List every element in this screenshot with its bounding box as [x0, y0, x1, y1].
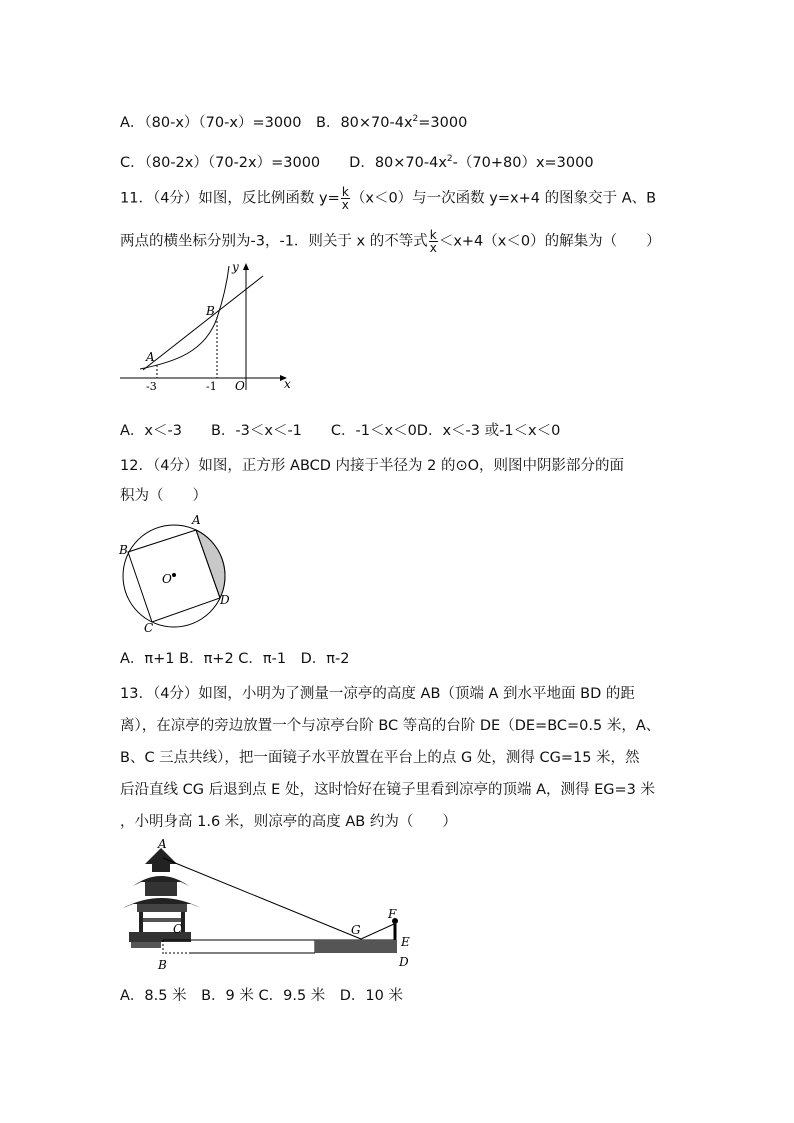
denominator: x: [341, 198, 349, 212]
sight-line-ag: [163, 858, 361, 939]
label-point-b: B: [119, 543, 128, 557]
label-point-e: E: [401, 935, 410, 949]
q13-stem-line-3: B、C 三点共线），把一面镜子水平放置在平台上的点 G 处，测得 CG=15 米，然: [120, 750, 640, 766]
pavilion-icon: [123, 848, 201, 948]
tick-label-minus-1: -1: [206, 380, 217, 393]
q12-options: A．π+1 B．π+2 C．π-1 D．π-2: [120, 651, 350, 667]
linear-function-line: [143, 276, 263, 370]
label-point-c: C: [173, 922, 183, 936]
label-point-g: G: [351, 923, 361, 937]
q11-text: （x＜0）与一次函数 y=x+4 的图象交于 A、B: [350, 190, 657, 207]
label-point-c: C: [144, 621, 154, 635]
numerator: k: [341, 185, 349, 199]
superscript: 2: [412, 114, 419, 124]
label-point-b: B: [206, 304, 215, 318]
label-point-a: A: [158, 837, 167, 851]
q11-stem-line-1: [120, 186, 656, 211]
label-point-a: A: [192, 513, 201, 527]
q10-option-d-tail: -（70+80）x=3000: [452, 154, 594, 171]
y-axis-arrow-icon: [243, 263, 249, 270]
label-x: x: [284, 377, 291, 391]
label-y: y: [232, 260, 239, 274]
q13-stem-line-2: 离），在凉亭的旁边放置一个与凉亭台阶 BC 等高的台阶 DE（DE=BC=0.5 米，A、: [120, 718, 661, 734]
label-origin: O: [235, 379, 245, 393]
platform-de: [315, 940, 397, 953]
q11-text: ＜x+4（x＜0）的解集为（ ）: [438, 233, 661, 250]
q13-pavilion-figure: [115, 836, 420, 976]
q12-stem-line-1: 12．（4分）如图，正方形 ABCD 内接于半径为 2 的⊙O，则图中阴影部分的面: [120, 458, 625, 474]
q11-options: A．x＜-3 B．-3＜x＜-1 C．-1＜x＜0D．x＜-3 或-1＜x＜0: [120, 423, 561, 439]
label-point-a: A: [146, 350, 155, 364]
superscript: 2: [446, 154, 453, 164]
fraction-k-over-x: [341, 186, 350, 211]
q11-stem-line-2: [120, 229, 661, 254]
numerator: k: [429, 228, 437, 242]
q10-option-ab: A．（80-x）（70-x）=3000 B．80×70-4x: [120, 114, 413, 131]
q11-text: 两点的横坐标分别为-3，-1．则关于 x 的不等式: [120, 233, 428, 250]
sight-line-gf: [361, 924, 394, 939]
q12-circle-figure: [115, 510, 245, 635]
label-point-b: B: [158, 958, 167, 972]
q13-stem-line-1: 13．（4分）如图，小明为了测量一凉亭的高度 AB（顶端 A 到水平地面 BD 的距: [120, 686, 635, 702]
label-point-d: D: [220, 593, 230, 607]
label-center-o: O: [162, 572, 172, 586]
center-point: [172, 573, 176, 577]
q11-text: 11．（4分）如图，反比例函数 y=: [120, 190, 340, 207]
q10-option-b-tail: =3000: [418, 114, 468, 131]
label-point-f: F: [388, 907, 397, 921]
q12-stem-line-2: 积为（ ）: [120, 488, 207, 504]
q13-stem-line-5: ，小明身高 1.6 米，则凉亭的高度 AB 约为（ ）: [120, 814, 457, 830]
q10-option-cd: C．（80-2x）（70-2x）=3000 D．80×70-4x: [120, 154, 447, 171]
q13-stem-line-4: 后沿直线 CG 后退到点 E 处，这时恰好在镜子里看到凉亭的顶端 A，测得 EG=3 米: [120, 782, 655, 798]
q13-options: A．8.5 米 B．9 米 C．9.5 米 D．10 米: [120, 988, 403, 1004]
denominator: x: [429, 241, 437, 255]
q10-option-line-2: [120, 149, 594, 173]
tick-label-minus-3: -3: [146, 380, 157, 393]
q10-option-line-1: [120, 109, 467, 133]
q11-graph-figure: [115, 258, 305, 398]
label-point-d: D: [399, 955, 409, 969]
fraction-k-over-x: [429, 229, 438, 254]
